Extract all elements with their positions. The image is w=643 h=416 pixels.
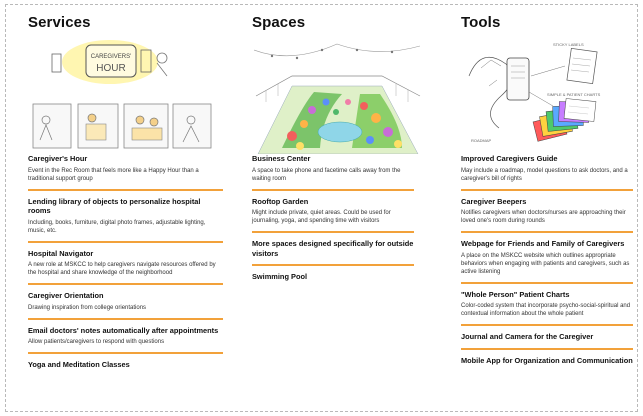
list-item: [461, 197, 633, 226]
divider: [461, 282, 633, 284]
list-item: [28, 154, 223, 183]
item-title: Caregiver Orientation: [28, 291, 104, 300]
divider: [28, 318, 223, 320]
list-item: [461, 332, 633, 342]
divider: [252, 231, 414, 233]
string-lights: [254, 44, 420, 56]
item-desc: A place on the MSKCC website which outlines appropriate behaviors when engaging with patients and caregivers, such as active listening: [461, 252, 630, 275]
sketch-label: STICKY LABELS: [553, 42, 584, 47]
divider: [461, 231, 633, 233]
item-desc: May include a roadmap, model questions to ask doctors, and a caregiver's bill of rights: [461, 167, 628, 182]
tools-sketch: [461, 36, 633, 154]
list-item: [252, 272, 414, 282]
services-column: [28, 14, 223, 370]
divider: [461, 324, 633, 326]
item-title: More spaces designed specifically for outside visitors: [252, 239, 414, 258]
item-title: Caregiver's Hour: [28, 154, 88, 163]
item-title: "Whole Person" Patient Charts: [461, 289, 570, 299]
divider: [461, 189, 633, 191]
item-desc: A space to take phone and facetime calls away from the waiting room: [252, 167, 401, 182]
item-title: Lending library of objects to personalize hospital rooms: [28, 196, 201, 215]
item-title: Rooftop Garden: [252, 196, 309, 206]
sketch-label: ROADMAP: [471, 138, 492, 143]
list-item: [461, 290, 633, 319]
divider: [28, 189, 223, 191]
phone-icon: [507, 58, 529, 100]
list-item: [252, 197, 414, 226]
item-title: Improved Caregivers Guide: [461, 154, 558, 163]
item-desc: Drawing inspiration from college orientations: [28, 304, 147, 311]
list-item: [28, 291, 223, 312]
list-item: [252, 239, 414, 258]
panel-1: [33, 104, 71, 148]
item-title: Hospital Navigator: [28, 248, 94, 258]
sign-text-hour: HOUR: [96, 63, 126, 74]
item-title: Email doctors' notes automatically after appointments: [28, 325, 219, 335]
item-title: Journal and Camera for the Caregiver: [461, 332, 594, 341]
roadmap-line: [469, 57, 512, 128]
services-sketch: [28, 36, 223, 154]
item-title: Swimming Pool: [252, 272, 308, 281]
list-item: [28, 360, 223, 370]
panel-4: [173, 104, 211, 148]
item-title: Mobile App for Organization and Communication: [461, 355, 633, 365]
divider: [28, 283, 223, 285]
list-item: [28, 197, 223, 235]
item-desc: Event in the Rec Room that feels more like a Happy Hour than a traditional support group: [28, 167, 199, 182]
item-desc: Including, books, furniture, digital photo frames, adjustable lighting, music, etc.: [28, 219, 206, 234]
divider: [252, 189, 414, 191]
garden-sketch: [252, 36, 422, 154]
item-title: Yoga and Meditation Classes: [28, 360, 130, 369]
divider: [28, 352, 223, 354]
sketch-label: SIMPLE & PATIENT CHARTS: [547, 92, 601, 97]
spaces-column: [252, 14, 414, 282]
cup-icon: [157, 53, 167, 63]
item-title: Webpage for Friends and Family of Caregivers: [461, 239, 625, 248]
list-item: [461, 239, 633, 276]
item-title: Business Center: [252, 154, 311, 163]
item-desc: Allow patients/caregivers to respond with questions: [28, 339, 165, 345]
divider: [461, 348, 633, 350]
pond: [318, 122, 362, 142]
divider: [252, 264, 414, 266]
list-item: [28, 249, 223, 278]
tools-column: [461, 14, 633, 365]
item-desc: Might include private, quiet areas. Could be used for journaling, yoga, and spending time with visitors: [252, 210, 391, 224]
item-desc: Color-coded system that incorporate psycho-social-spiritual and contextual information about the whole patient: [461, 303, 631, 317]
list-item: [461, 356, 633, 366]
spaces-title: Spaces: [252, 14, 306, 31]
item-desc: Notifies caregivers when doctors/nurses are approaching their loved one's room during rounds: [461, 210, 626, 224]
divider: [28, 241, 223, 243]
services-title: Services: [28, 14, 91, 31]
bottle-icon: [52, 54, 61, 72]
item-desc: A new role at MSKCC to help caregivers navigate resources offered by the hospital and share knowledge of the neighborhood: [28, 262, 216, 276]
list-item: [28, 326, 223, 347]
panel-3: [124, 104, 168, 148]
list-item: [461, 154, 633, 183]
list-item: [252, 154, 414, 183]
sign-text: CAREGIVERS': [90, 54, 132, 60]
item-title: Caregiver Beepers: [461, 196, 527, 206]
tools-title: Tools: [461, 14, 501, 31]
chart-white: [564, 98, 596, 121]
guide-document: [567, 48, 597, 83]
